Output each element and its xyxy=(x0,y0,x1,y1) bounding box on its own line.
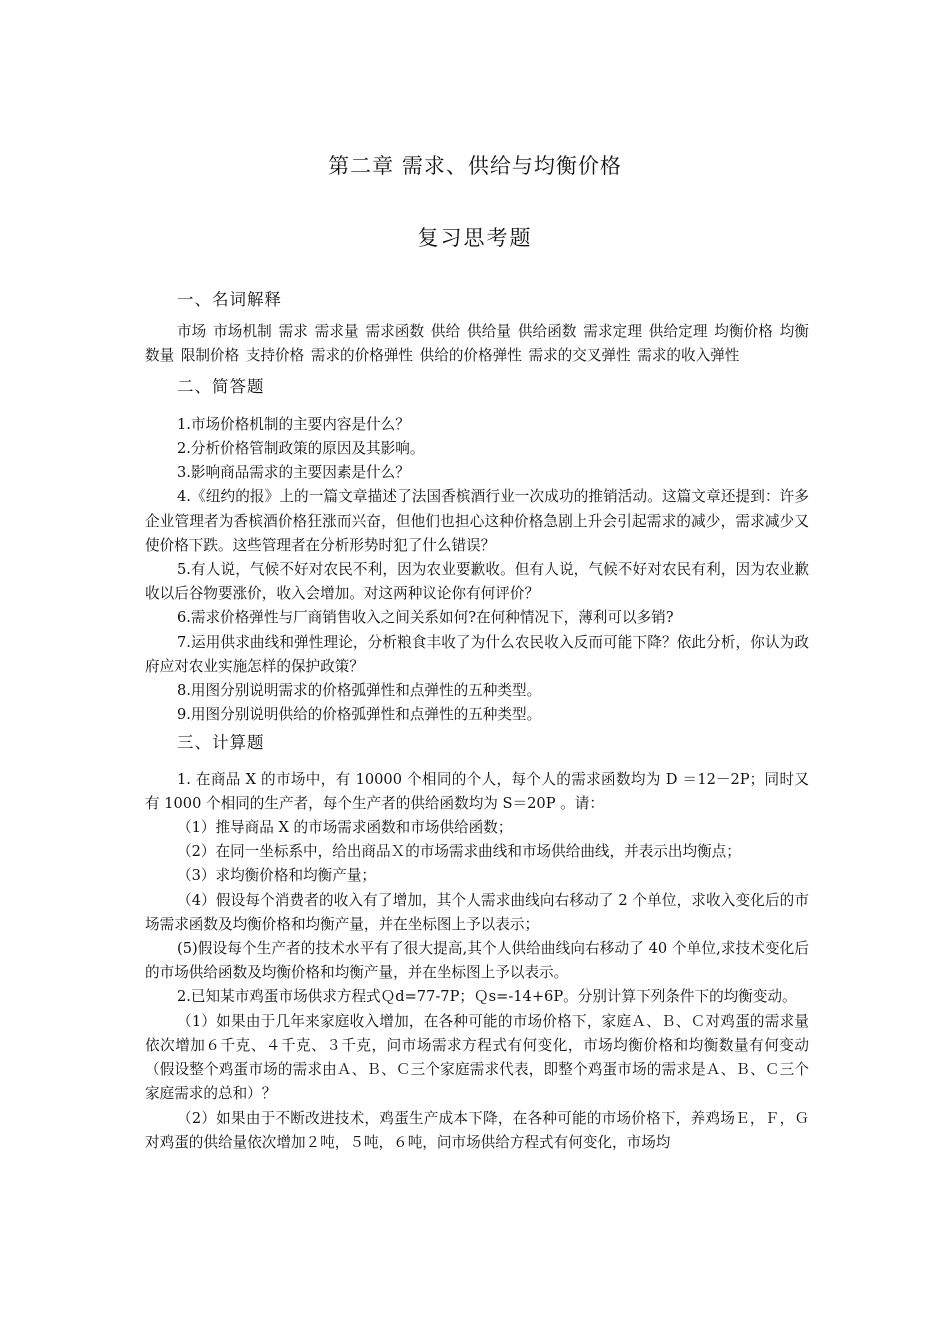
question-item: 3.影响商品需求的主要因素是什么？ xyxy=(177,464,410,482)
question-item: 6.需求价格弹性与厂商销售收入之间关系如何?在何种情况下，薄利可以多销? xyxy=(177,609,674,627)
question-item: 4.《纽约的报》上的一篇文章描述了法国香槟酒行业一次成功的推销活动。这篇文章还提到：许多企业管理者为香槟酒价格狂涨而兴奋，但他们也担心这种价格急剧上升会引起需求的减少，需求减少又使价格下跌。这些管理者在分析形势时犯了什么错误？ xyxy=(145,488,809,554)
calc-problem-1: 1. 在商品 X 的市场中，有 10000 个相同的个人，每个人的需求函数均为 D ＝12－2P；同时又有 1000 个相同的生产者，每个生产者的供给函数均为 S＝20P 。请： xyxy=(145,770,809,812)
calc-subitem: （2）在同一坐标系中，给出商品Ｘ的市场需求曲线和市场供给曲线，并表示出均衡点； xyxy=(177,843,741,861)
question-item: 5.有人说，气候不好对农民不利，因为农业要歉收。但有人说，气候不好对农民有利，因为农业歉收以后谷物要涨价，收入会增加。对这两种议论你有何评价？ xyxy=(145,561,809,603)
calc-subitem: (5)假设每个生产者的技术水平有了很大提高,其个人供给曲线向右移动了 40 个单位,求技术变化后的市场供给函数及均衡价格和均衡产量，并在坐标图上予以表示。 xyxy=(145,940,809,982)
heading-terms: 一、名词解释 xyxy=(177,290,282,309)
heading-calculation: 三、计算题 xyxy=(177,733,265,753)
calc-subitem: （4）假设每个消费者的收入有了增加，其个人需求曲线向右移动了 2 个单位，求收入变化后的市场需求函数及均衡价格和均衡产量，并在坐标图上予以表示； xyxy=(145,891,809,933)
question-item: 2.分析价格管制政策的原因及其影响。 xyxy=(177,440,425,458)
calc-subitem: （1）推导商品 X 的市场需求函数和市场供给函数； xyxy=(177,819,513,837)
terms-list: 市场 市场机制 需求 需求量 需求函数 供给 供给量 供给函数 需求定理 供给定理 均衡价格 均衡数量 限制价格 支持价格 需求的价格弹性 供给的价格弹性 需求的交叉弹性 需求的收入弹性 xyxy=(145,323,809,365)
calculation-list xyxy=(145,768,809,1155)
question-item: 8.用图分别说明需求的价格弧弹性和点弹性的五种类型。 xyxy=(177,682,542,700)
short-answer-list xyxy=(145,413,809,728)
calc-subitem: （3）求均衡价格和均衡产量； xyxy=(177,867,377,885)
question-item: 7.运用供求曲线和弹性理论，分析粮食丰收了为什么农民收入反而可能下降？依此分析，你认为政府应对农业实施怎样的保护政策？ xyxy=(145,633,809,675)
chapter-title: 第二章 需求、供给与均衡价格 xyxy=(328,154,622,178)
heading-short-answer: 二、简答题 xyxy=(177,376,265,396)
calc-subitem: （2）如果由于不断改进技术，鸡蛋生产成本下降，在各种可能的市场价格下，养鸡场Ｅ，Ｆ，Ｇ对鸡蛋的供给量依次增加２吨，５吨，６吨，问市场供给方程式有何变化，市场均 xyxy=(145,1109,809,1151)
document-body xyxy=(145,284,809,1155)
section-subtitle: 复习思考题 xyxy=(417,226,533,250)
question-item: 9.用图分别说明供给的价格弧弹性和点弹性的五种类型。 xyxy=(177,706,542,724)
calc-problem-2: 2.已知某市鸡蛋市场供求方程式Ｑd=77-7P；Ｑs=-14+6P。分别计算下列条件下的均衡变动。 xyxy=(177,988,797,1006)
calc-subitem: （1）如果由于几年来家庭收入增加，在各种可能的市场价格下，家庭Ａ、Ｂ、Ｃ对鸡蛋的需求量依次增加６千克、４千克、３千克，问市场需求方程式有何变化，市场均衡价格和均衡数量有何变动（假设整个鸡蛋市场的需求由Ａ、Ｂ、Ｃ三个家庭需求代表，即整个鸡蛋市场的需求是Ａ、Ｂ、Ｃ三个家庭需求的总和）？ xyxy=(145,1012,809,1103)
question-item: 1.市场价格机制的主要内容是什么？ xyxy=(177,415,410,433)
